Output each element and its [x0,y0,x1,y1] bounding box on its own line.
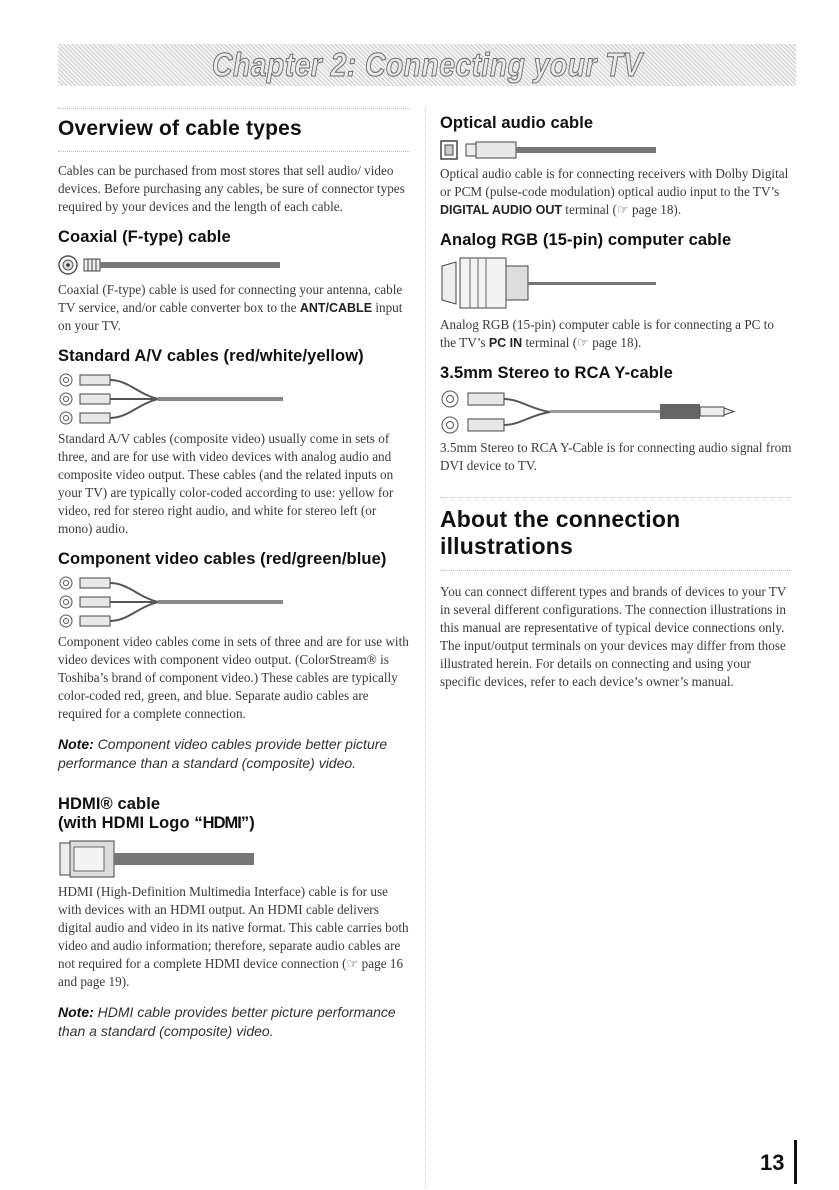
optical-heading: Optical audio cable [440,114,594,132]
stereo-y-cable-icon [440,389,740,435]
about-text: You can connect different types and brands of devices to your TV in several different configurations. The connection illustrations in this manual are representative of typical device connections only. The input/output terminals on your devices may differ from those illustrated herein. For details on connecting and using your specific devices, refer to each device’s owner’s manual. [440,584,787,689]
rgb-cable-icon [440,256,660,312]
column-divider [425,108,426,1188]
av-text: Standard A/V cables (composite video) usually come in sets of three, and are for use with video devices with analog audio and composite video output. These cables (and the related inputs on your TV) are typically color-coded according to use: yellow for video, red for stereo right audio, and white for stereo left (or mono) audio. [58,431,394,536]
left-column [58,108,410,1055]
stereo-text: 3.5mm Stereo to RCA Y-Cable is for connecting audio signal from DVI device to TV. [440,440,792,473]
optical-text: Optical audio cable is for connecting receivers with Dolby Digital or PCM (pulse-code modulation) optical audio input to the TV’s DIGITAL AUDIO OUT terminal (☞ page 18). [440,166,789,217]
coaxial-heading: Coaxial (F-type) cable [58,228,231,246]
coaxial-text: Coaxial (F-type) cable is used for connecting your antenna, cable TV service, and/or cable converter box to the ANT/CABLE input on your TV. [58,282,403,333]
coaxial-cable-icon [58,253,288,277]
hdmi-heading-line1: HDMI® cable [58,795,161,813]
chapter-title: Chapter 2: Connecting your TV [211,46,643,83]
overview-heading: Overview of cable types [58,108,410,152]
hdmi-note: Note: HDMI cable provides better picture performance than a standard (composite) video. [58,1004,396,1039]
about-heading: About the connection illustrations [440,497,792,571]
hdmi-text: HDMI (High-Definition Multimedia Interface) cable is for use with devices with an HDMI output. An HDMI cable delivers digital audio and video in its native format. This cable carries both video and audio information; therefore, separate audio cables are not required for a complete HDMI device connection (☞ page 16 and page 19). [58,884,409,989]
overview-text: Cables can be purchased from most stores that sell audio/ video devices. Before purchasing any cables, be sure of connector types required by your devices and the length of each cable. [58,163,405,214]
right-column [440,108,792,703]
component-note: Note: Component video cables provide better picture performance than a standard (composite) video. [58,736,388,771]
component-heading: Component video cables (red/green/blue) [58,550,387,568]
hdmi-heading-line2: (with HDMI Logo “HDMI”) [58,814,255,832]
component-text: Component video cables come in sets of three and are for use with video devices with component video output. (ColorStream® is Toshiba’s brand of component video.) These cables are typically color-coded red, green, and blue. Separate audio cables are required for a complete connection. [58,634,409,721]
av-cables-icon [58,372,288,426]
optical-cable-icon [440,139,660,161]
component-cables-icon [58,575,288,629]
hdmi-cable-icon [58,839,258,879]
rgb-heading: Analog RGB (15-pin) computer cable [440,231,732,249]
page-number-bar [794,1140,797,1184]
page-number: 13 [760,1150,785,1175]
stereo-heading: 3.5mm Stereo to RCA Y-cable [440,364,673,382]
hdmi-logo: HDMI [202,814,241,832]
av-heading: Standard A/V cables (red/white/yellow) [58,347,364,365]
rgb-text: Analog RGB (15-pin) computer cable is for connecting a PC to the TV’s PC IN terminal (☞ page 18). [440,317,775,350]
chapter-banner [58,44,796,86]
